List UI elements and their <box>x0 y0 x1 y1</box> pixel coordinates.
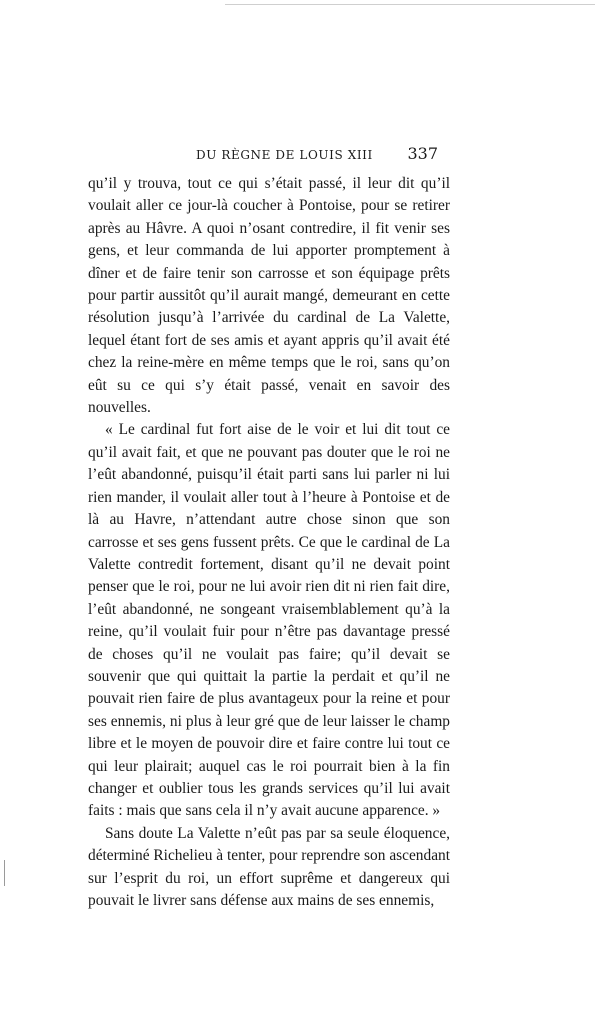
body-text <box>88 173 450 912</box>
top-edge-rule <box>225 4 595 5</box>
running-head-title: DU RÈGNE DE LOUIS XIII <box>196 148 373 162</box>
paragraph-continuation: qu’il y trouva, tout ce qui s’était passé, il leur dit qu’il voulait aller ce jour-là coucher à Pontoise, pour se retirer après au Hâvre. A quoi n’osant contredire, il fit venir ses gens, et leur commanda de lui apporter promptement à dîner et de faire tenir son carrosse et son équipage prêts pour partir aussitôt qu’il aurait mangé, demeurant en cette résolution jusqu’à l’arrivée du cardinal de La Valette, lequel étant fort de ses amis et ayant appris qu’il avait été chez la reine-mère en même temps que le roi, sans qu’on eût su ce qui s’y était passé, venait en savoir des nouvelles. <box>88 175 450 417</box>
book-page <box>88 144 450 912</box>
paragraph-quotation: « Le cardinal fut fort aise de le voir et lui dit tout ce qu’il avait fait, et que ne pouvant pas douter que le roi ne l’eût abandonné, puisqu’il était parti sans lui parler ni lui rien mander, il voulait aller tout à l’heure à Pontoise et de là au Havre, n’attendant autre chose sinon que son carrosse et ses gens fussent prêts. Ce que le cardinal de La Valette contredit fortement, disant qu’il ne devait point penser que le roi, pour ne lui avoir rien dit ni rien fait dire, l’eût abandonné, ne songeant vraisemblablement qu’à la reine, qu’il voulait fuir pour n’être pas davantage pressé de choses qu’il ne voulait pas faire; qu’il devait se souvenir que qui quittait la partie la perdait et qu’il ne pouvait rien faire de plus avantageux pour la reine et pour ses ennemis, ni plus à leur gré que de leur laisser le champ libre et le moyen de pouvoir dire et faire contre lui tout ce qui leur plairait; auquel cas le roi pourrait bien à la fin changer et oublier tous les grands services qu’il lui avait faits : mais que sans cela il n’y avait aucune apparence. » <box>88 421 450 820</box>
margin-mark <box>4 860 5 886</box>
running-head <box>88 144 450 166</box>
paragraph-commentary: Sans doute La Valette n’eût pas par sa seule éloquence, déterminé Richelieu à tenter, pour reprendre son ascendant sur l’esprit du roi, un effort suprême et dangereux qui pouvait le livrer sans défense aux mains de ses ennemis, <box>88 824 450 909</box>
page-number: 337 <box>407 144 438 163</box>
